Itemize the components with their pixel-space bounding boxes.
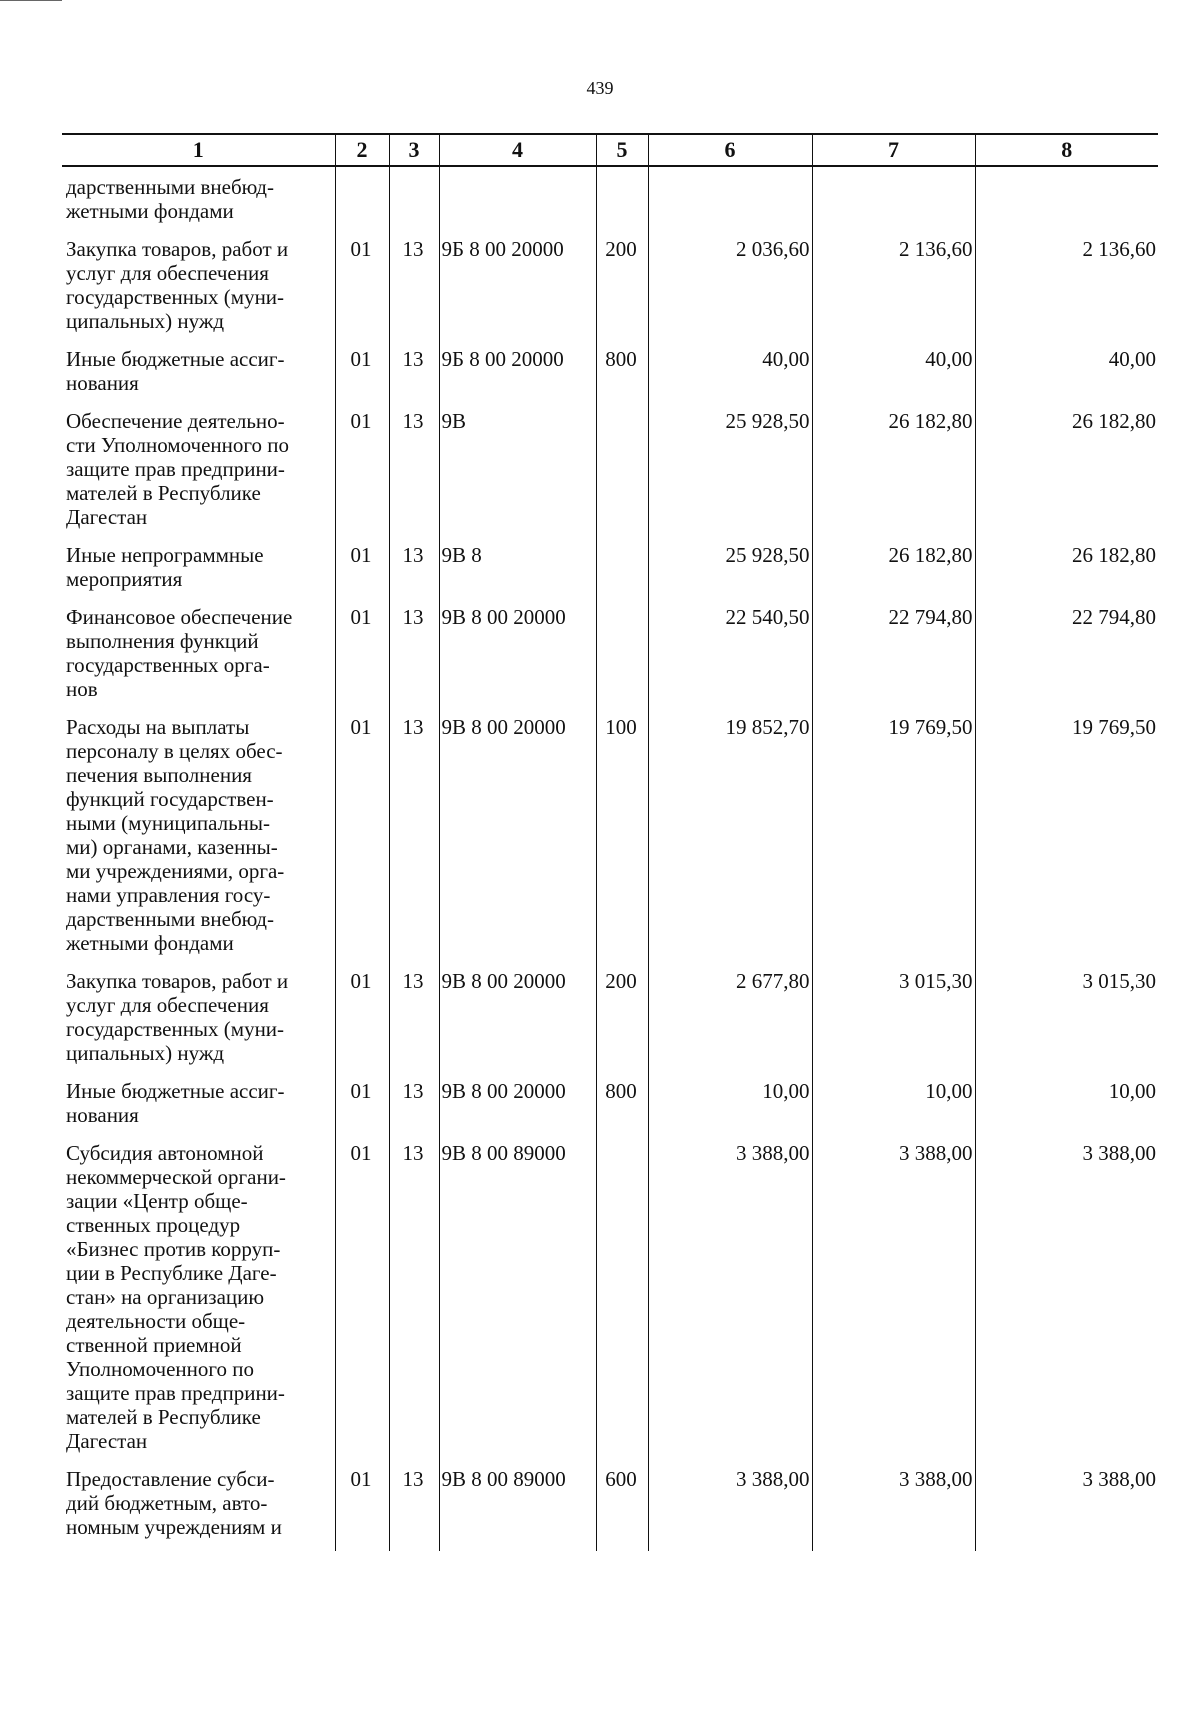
table-row [62,969,1158,1079]
subsection-code: 13 [389,1141,439,1467]
subsection-code: 13 [389,969,439,1079]
target-article: 9В 8 00 89000 [439,1467,596,1551]
amount-col8: 22 794,80 [975,605,1158,715]
expense-type [596,605,648,715]
row-name: Иные непрограммные мероприятия [66,543,264,591]
row-name: Закупка товаров, работ и услуг для обеспечения государственных (муни- ципальных) нужд [66,969,289,1065]
section-code [335,166,389,237]
amount-col6: 3 388,00 [648,1141,812,1467]
amount-col7 [812,166,975,237]
header-row [62,134,1158,166]
row-name: Субсидия автономной некоммерческой органи- зации «Центр обще- ственных процедур «Бизнес против корруп- ции в Республике Даге- стан» на организацию деятельности обще- ственной приемной Уполномоченного по защите прав предприни- мателей в Республике Дагестан [66,1141,286,1453]
amount-col8: 3 015,30 [975,969,1158,1079]
subsection-code: 13 [389,605,439,715]
amount-col7: 3 015,30 [812,969,975,1079]
amount-col8: 26 182,80 [975,409,1158,543]
column-header: 2 [335,134,389,166]
amount-col8: 19 769,50 [975,715,1158,969]
column-header: 8 [975,134,1158,166]
row-name: Иные бюджетные ассиг- нования [66,347,285,395]
amount-col7: 10,00 [812,1079,975,1141]
table-row [62,237,1158,347]
section-code: 01 [335,969,389,1079]
table-row [62,1141,1158,1467]
amount-col8: 40,00 [975,347,1158,409]
expense-type: 200 [596,237,648,347]
table-row [62,715,1158,969]
table-row [62,543,1158,605]
expense-type: 200 [596,969,648,1079]
amount-col6: 25 928,50 [648,543,812,605]
table-row [62,1467,1158,1551]
section-code: 01 [335,237,389,347]
target-article: 9Б 8 00 20000 [439,347,596,409]
expense-type: 800 [596,347,648,409]
amount-col7: 3 388,00 [812,1467,975,1551]
table-row [62,605,1158,715]
amount-col8: 2 136,60 [975,237,1158,347]
expense-type: 600 [596,1467,648,1551]
target-article: 9В 8 00 20000 [439,605,596,715]
column-header: 5 [596,134,648,166]
amount-col8: 26 182,80 [975,543,1158,605]
subsection-code: 13 [389,543,439,605]
expense-type: 800 [596,1079,648,1141]
row-name: Финансовое обеспечение выполнения функций государственных орга- нов [66,605,293,701]
section-code: 01 [335,1467,389,1551]
subsection-code: 13 [389,409,439,543]
column-header: 6 [648,134,812,166]
subsection-code: 13 [389,1467,439,1551]
amount-col6: 19 852,70 [648,715,812,969]
section-code: 01 [335,715,389,969]
row-name: Иные бюджетные ассиг- нования [66,1079,285,1127]
expense-type [596,543,648,605]
amount-col7: 19 769,50 [812,715,975,969]
expense-type: 100 [596,715,648,969]
section-code: 01 [335,347,389,409]
target-article: 9В 8 00 89000 [439,1141,596,1467]
amount-col7: 2 136,60 [812,237,975,347]
table-row [62,166,1158,237]
amount-col6: 22 540,50 [648,605,812,715]
table-row [62,1079,1158,1141]
subsection-code: 13 [389,237,439,347]
target-article: 9В 8 00 20000 [439,1079,596,1141]
amount-col6: 10,00 [648,1079,812,1141]
expense-type [596,1141,648,1467]
target-article: 9В 8 00 20000 [439,715,596,969]
subsection-code: 13 [389,347,439,409]
table-row [62,409,1158,543]
amount-col8 [975,166,1158,237]
amount-col7: 40,00 [812,347,975,409]
subsection-code: 13 [389,1079,439,1141]
amount-col7: 22 794,80 [812,605,975,715]
table-row [62,347,1158,409]
target-article: 9В [439,409,596,543]
subsection-code [389,166,439,237]
section-code: 01 [335,543,389,605]
budget-table [62,133,1158,1551]
amount-col6: 3 388,00 [648,1467,812,1551]
column-header: 4 [439,134,596,166]
amount-col8: 10,00 [975,1079,1158,1141]
amount-col7: 3 388,00 [812,1141,975,1467]
row-name: Предоставление субси- дий бюджетным, авто- номным учреждениям и [66,1467,282,1539]
row-name: Закупка товаров, работ и услуг для обеспечения государственных (муни- ципальных) нужд [66,237,289,333]
amount-col6: 40,00 [648,347,812,409]
page-number: 439 [586,78,614,98]
row-name: дарственными внебюд- жетными фондами [66,175,274,223]
subsection-code: 13 [389,715,439,969]
target-article: 9Б 8 00 20000 [439,237,596,347]
section-code: 01 [335,605,389,715]
amount-col7: 26 182,80 [812,409,975,543]
section-code: 01 [335,1079,389,1141]
amount-col6: 25 928,50 [648,409,812,543]
column-header: 1 [62,134,335,166]
column-header: 3 [389,134,439,166]
row-name: Обеспечение деятельно- сти Уполномоченного по защите прав предприни- мателей в Республике Дагестан [66,409,289,529]
amount-col6 [648,166,812,237]
row-name: Расходы на выплаты персоналу в целях обес- печения выполнения функций государствен- ными (муниципальны- ми) органами, казенны- ми учреждениями, орга- нами управления госу- дарственными внебюд- жетными фондами [66,715,285,955]
amount-col8: 3 388,00 [975,1141,1158,1467]
expense-type [596,409,648,543]
amount-col6: 2 036,60 [648,237,812,347]
scan-edge-mark [0,0,62,5]
amount-col6: 2 677,80 [648,969,812,1079]
section-code: 01 [335,409,389,543]
expense-type [596,166,648,237]
amount-col8: 3 388,00 [975,1467,1158,1551]
section-code: 01 [335,1141,389,1467]
target-article: 9В 8 00 20000 [439,969,596,1079]
amount-col7: 26 182,80 [812,543,975,605]
target-article [439,166,596,237]
column-header: 7 [812,134,975,166]
target-article: 9В 8 [439,543,596,605]
